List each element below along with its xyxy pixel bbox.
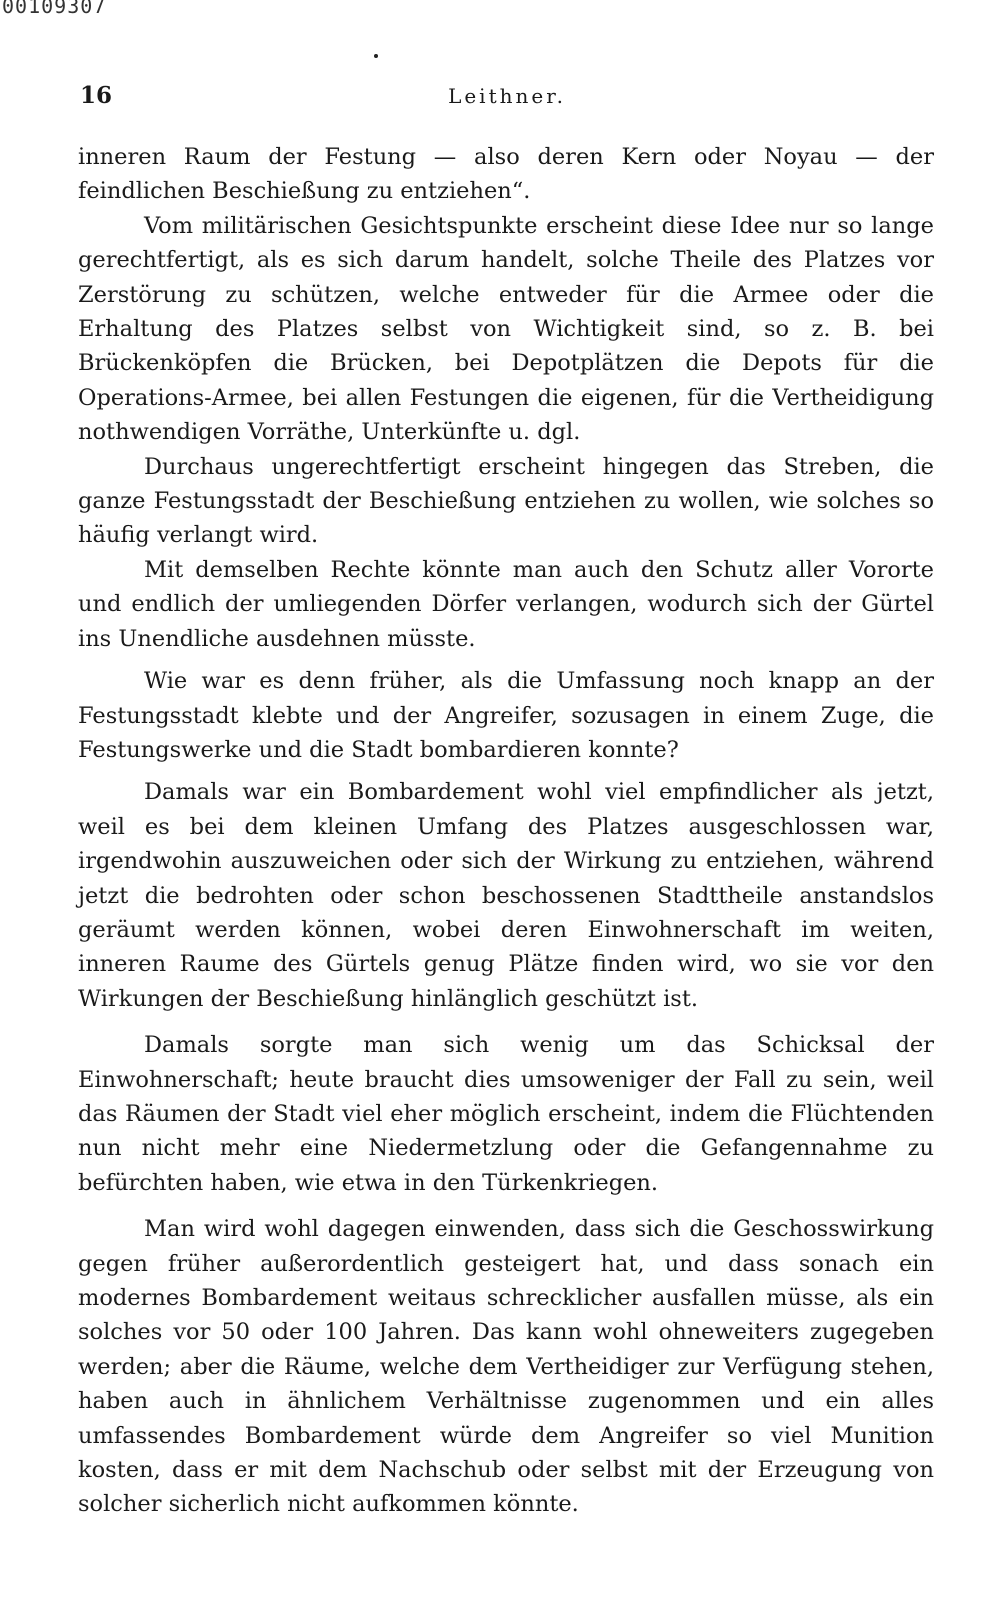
paragraph-7: Damals sorgte man sich wenig um das Schicksal der Einwohnerschaft; heute braucht dies umsoweniger der Fall zu sein, weil das Räumen der Stadt viel eher möglich erscheint, indem die Flüchtenden nun nicht mehr eine Niedermetzlung oder die Gefangennahme zu befürchten haben, wie etwa in den Türkenkriegen. xyxy=(78,1032,934,1196)
paragraph-6: Damals war ein Bombardement wohl viel empfindlicher als jetzt, weil es bei dem kleinen Umfang des Platzes ausgeschlossen war, irgendwohin auszuweichen oder sich der Wirkung zu entziehen, während jetzt die bedrohten oder schon beschossenen Stadttheile anstandslos geräumt werden können, wobei deren Einwohnerschaft im weiten, inneren Raume des Gürtels genug Plätze finden wird, wo sie vor den Wirkungen der Beschießung hinlänglich geschützt ist. xyxy=(78,779,934,1012)
body-text xyxy=(78,140,934,1522)
paragraph-4: Mit demselben Rechte könnte man auch den Schutz aller Vororte und endlich der umliegenden Dörfer verlangen, wodurch sich der Gürtel ins Unendliche ausdehnen müsste. xyxy=(78,556,934,652)
page-header xyxy=(80,82,934,112)
page-number: 16 xyxy=(80,82,113,109)
paragraph-3: Durchaus ungerechtfertigt erscheint hingegen das Streben, die ganze Festungsstadt der Beschießung entziehen zu wollen, wie solches so häufig verlangt wird. xyxy=(78,453,934,549)
paragraph-2: Vom militärischen Gesichtspunkte erscheint diese Idee nur so lange gerechtfertigt, als es sich darum handelt, solche Theile des Platzes vor Zerstörung zu schützen, welche entweder für die Armee oder die Erhaltung des Platzes selbst von Wichtigkeit sind, so z. B. bei Brückenköpfen die Brücken, bei Depotplätzen die Depots für die Operations-Armee, bei allen Festungen die eigenen, für die Vertheidigung nothwendigen Vorräthe, Unterkünfte u. dgl. xyxy=(78,212,934,446)
paragraph-5: Wie war es denn früher, als die Umfassung noch knapp an der Festungsstadt klebte und der Angreifer, sozusagen in einem Zuge, die Festungswerke und die Stadt bombardieren konnte? xyxy=(78,668,934,763)
paragraph-1: inneren Raum der Festung — also deren Kern oder Noyau — der feindlichen Beschießung zu entziehen“. xyxy=(78,144,934,205)
scan-stamp: 00109307 xyxy=(2,0,107,18)
paragraph-8: Man wird wohl dagegen einwenden, dass sich die Geschosswirkung gegen früher außerordentlich gesteigert hat, und dass sonach ein modernes Bombardement weitaus schrecklicher ausfallen müsse, als ein solches vor 50 oder 100 Jahren. Das kann wohl ohneweiters zugegeben werden; aber die Räume, welche dem Vertheidiger zur Verfügung stehen, haben auch in ähnlichem Verhältnisse zugenommen und ein alles umfassendes Bombardement würde dem Angreifer so viel Munition kosten, dass er mit dem Nachschub oder selbst mit der Erzeugung von solcher sicherlich nicht aufkommen könnte. xyxy=(78,1216,934,1518)
running-head: Leithner. xyxy=(448,84,566,108)
ink-speck xyxy=(374,54,378,58)
